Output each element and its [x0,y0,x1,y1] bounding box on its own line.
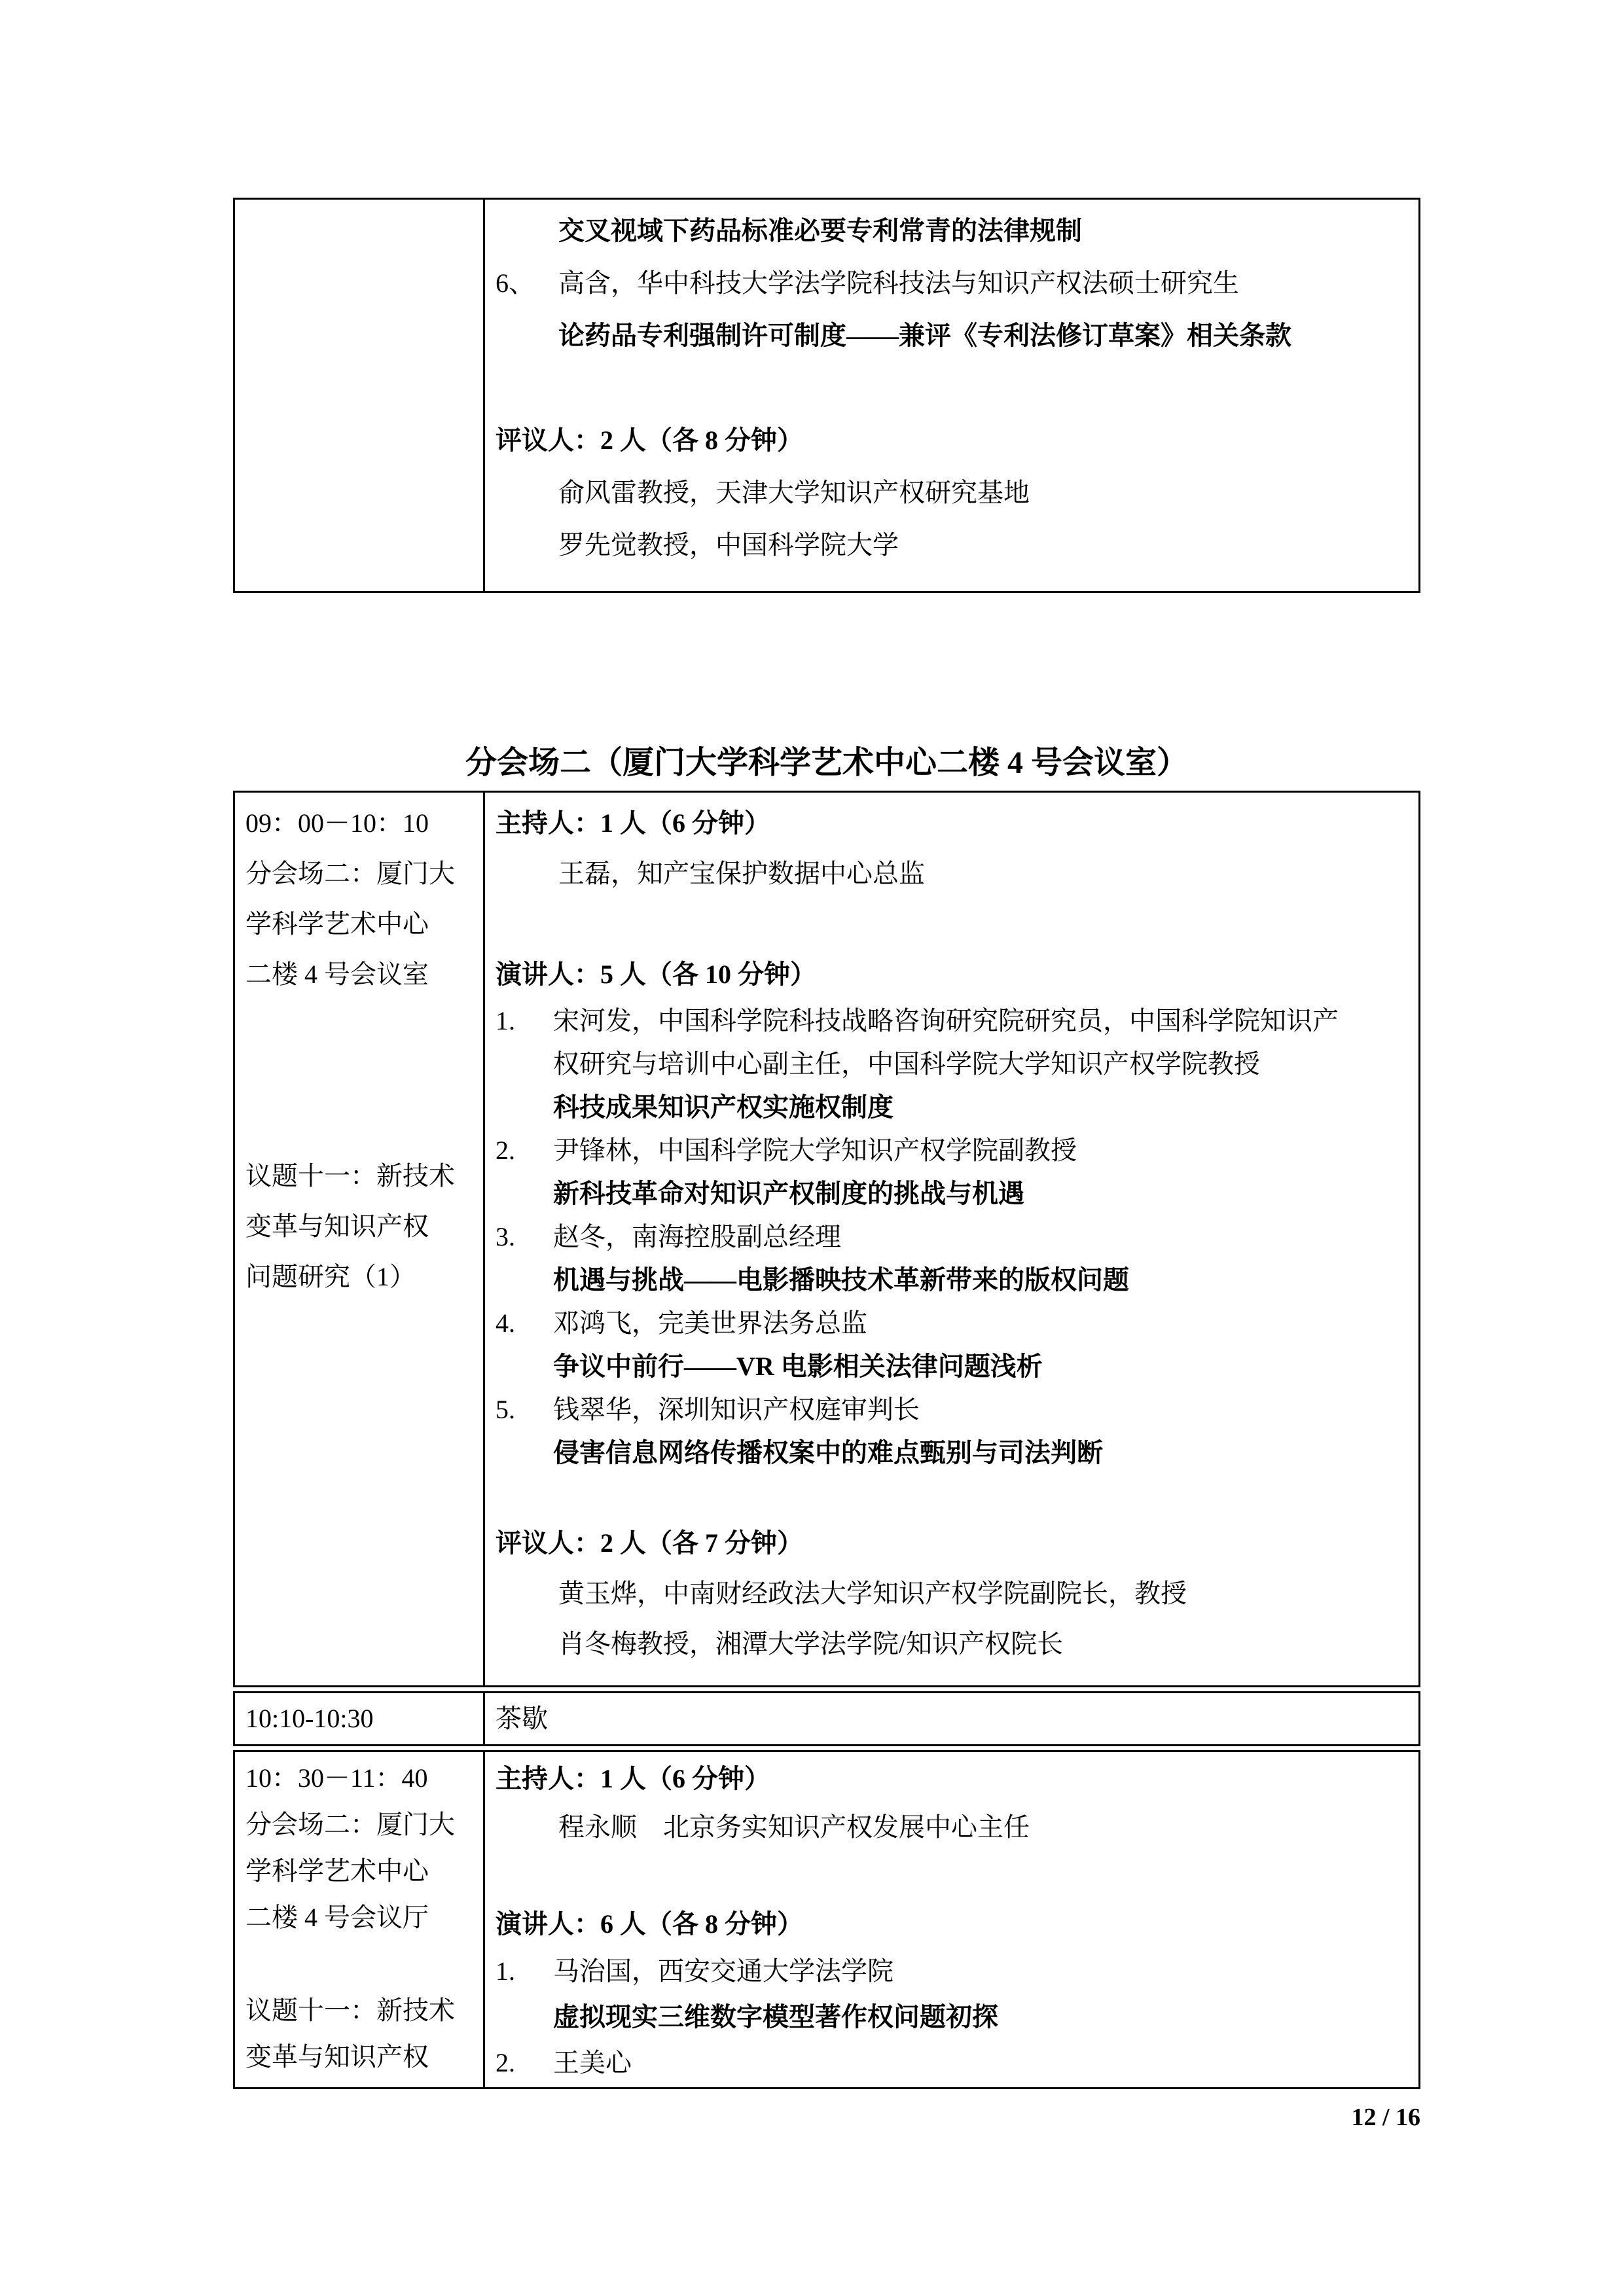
session1-content-cell [485,793,1418,1685]
blank-line [496,899,1413,949]
topic-line: 问题研究（1） [245,1262,416,1291]
talk-title-line: 侵害信息网络传播权案中的难点甄别与司法判断 [553,1438,1103,1467]
host-label: 主持人：1 人（6 分钟） [496,1764,770,1793]
host-line: 王磊，知产宝保护数据中心总监 [558,859,925,888]
session2-content-cell [485,1752,1418,2087]
session-time: 10：30－11：40 [245,1763,428,1793]
reviewer-line: 肖冬梅教授，湘潭大学法学院/知识产权院长 [558,1629,1064,1659]
speaker-name: 宋河发，中国科学院科技战略咨询研究院研究员，中国科学院知识产 [553,1006,1339,1035]
speaker-line [496,257,1413,310]
venue-line: 学科学艺术中心 [245,909,429,939]
speaker-name: 尹锋林，中国科学院大学知识产权学院副教授 [553,1136,1077,1165]
blank-line [245,1050,483,1100]
speaker-line [496,1215,1413,1259]
talk-title-line: 科技成果知识产权实施权制度 [553,1092,893,1122]
talk-title-line: 虚拟现实三维数字模型著作权问题初探 [553,2002,998,2032]
speaker-line [496,1388,1413,1431]
venue-line: 分会场二：厦门大 [245,859,455,888]
venue-line: 二楼 4 号会议厅 [245,1903,429,1932]
topic-line: 变革与知识产权 [245,1211,429,1241]
session1-row [233,791,1420,1687]
blank-line [496,1852,1413,1900]
list-number: 2. [496,2048,515,2077]
blank-line [245,999,483,1050]
list-number: 1. [496,1006,515,1035]
speaker-name: 钱翠华，深圳知识产权庭审判长 [553,1395,920,1424]
speaker-line [496,999,1413,1043]
topic-line: 议题十一：新技术 [245,1161,455,1191]
list-number: 5. [496,1395,515,1424]
blank-line [496,362,1413,414]
venue-line: 二楼 4 号会议室 [245,960,429,989]
blank-line [245,1100,483,1151]
list-number: 1. [496,1956,515,1986]
list-number: 4. [496,1308,515,1338]
blank-line [496,1475,1413,1518]
break-time-cell [235,1693,485,1744]
list-number: 2. [496,1136,515,1165]
reviewers-label: 评议人：2 人（各 7 分钟） [496,1528,803,1558]
break-time: 10:10-10:30 [245,1704,374,1733]
venue-line: 学科学艺术中心 [245,1856,429,1886]
reviewer-line: 罗先觉教授，中国科学院大学 [558,530,899,560]
speaker-name: 马治国，西安交通大学法学院 [553,1956,893,1986]
speaker-line [496,2040,1413,2086]
speaker-line [496,1129,1413,1172]
page-number: 12 / 16 [1351,2104,1420,2131]
topic-line: 议题十一：新技术 [245,1996,455,2025]
speaker-line-continuation: 权研究与培训中心副主任，中国科学院大学知识产权学院教授 [553,1049,1260,1079]
talk-title-line: 新科技革命对知识产权制度的挑战与机遇 [553,1179,1024,1208]
host-line: 程永顺 北京务实知识产权发展中心主任 [558,1812,1030,1842]
speaker-line [496,1948,1413,1994]
talk-title-line: 交叉视域下药品标准必要专利常青的法律规制 [558,216,1082,245]
session-time: 09：00－10：10 [245,808,429,838]
break-label: 茶歇 [496,1704,548,1733]
speaker-name: 邓鸿飞，完美世界法务总监 [553,1308,867,1338]
top-table-time-cell [235,200,485,591]
venue-line: 分会场二：厦门大 [245,1810,455,1839]
session2-row [233,1750,1420,2089]
host-label: 主持人：1 人（6 分钟） [496,808,770,838]
speaker-name: 赵冬，南海控股副总经理 [553,1222,841,1251]
top-table-fragment [233,198,1420,593]
speaker-line [496,1302,1413,1345]
reviewer-line: 黄玉烨，中南财经政法大学知识产权学院副院长，教授 [558,1579,1187,1608]
talk-title-line: 论药品专利强制许可制度——兼评《专利法修订草案》相关条款 [558,321,1291,350]
speaker-name: 高含，华中科技大学法学院科技法与知识产权法硕士研究生 [558,268,1239,298]
top-table-content-cell [485,200,1418,591]
session2-time-cell [235,1752,485,2087]
list-number: 6、 [496,268,535,298]
break-row [233,1691,1420,1746]
talk-title-line: 争议中前行——VR 电影相关法律问题浅析 [553,1352,1043,1381]
blank-line [245,1941,483,1987]
speakers-label: 演讲人：6 人（各 8 分钟） [496,1909,803,1939]
session1-time-cell [235,793,485,1685]
section-heading: 分会场二（厦门大学科学艺术中心二楼 4 号会议室） [465,745,1188,780]
reviewer-line: 俞风雷教授，天津大学知识产权研究基地 [558,478,1030,507]
topic-line: 变革与知识产权 [245,2042,429,2072]
break-label-cell [485,1693,1418,1744]
list-number: 3. [496,1222,515,1251]
speakers-label: 演讲人：5 人（各 10 分钟） [496,960,816,989]
reviewers-label: 评议人：2 人（各 8 分钟） [496,425,803,455]
speaker-name: 王美心 [553,2048,632,2077]
talk-title-line: 机遇与挑战——电影播映技术革新带来的版权问题 [553,1265,1129,1295]
